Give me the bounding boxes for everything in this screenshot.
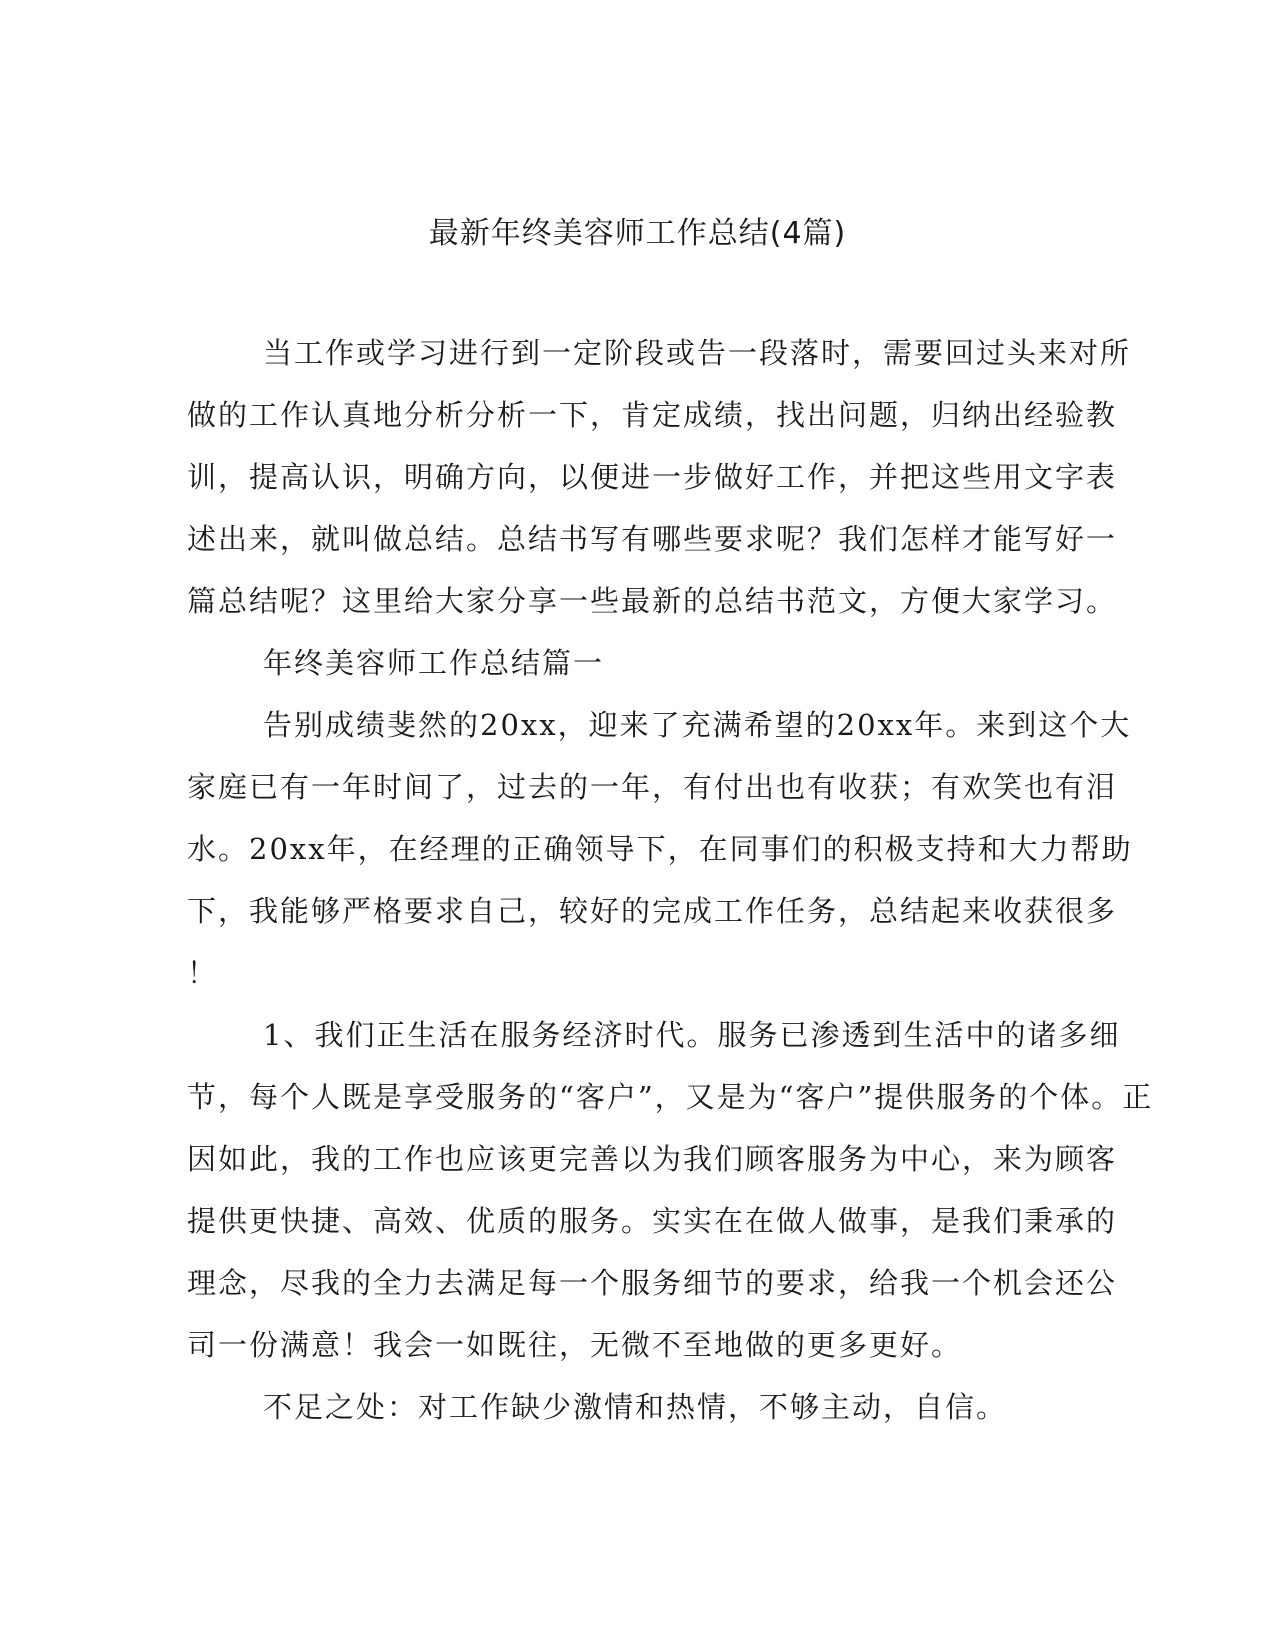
paragraph-line: 因如此，我的工作也应该更完善以为我们顾客服务为中心，来为顾客 xyxy=(187,1142,1118,1176)
paragraph-line: 1、我们正生活在服务经济时代。服务已渗透到生活中的诸多细 xyxy=(263,1018,1121,1052)
paragraph-line: 节，每个人既是享受服务的“客户”，又是为“客户”提供服务的个体。正 xyxy=(187,1080,1154,1114)
paragraph-line: 提供更快捷、高效、优质的服务。实实在在做人做事，是我们秉承的 xyxy=(187,1204,1118,1238)
document-title: 最新年终美容师工作总结(4篇) xyxy=(428,216,847,251)
paragraph-line: 下，我能够严格要求自己，较好的完成工作任务，总结起来收获很多 xyxy=(187,894,1118,928)
paragraph-line: 家庭已有一年时间了，过去的一年，有付出也有收获；有欢笑也有泪 xyxy=(187,770,1118,804)
paragraph-line: 述出来，就叫做总结。总结书写有哪些要求呢？我们怎样才能写好一 xyxy=(187,522,1118,556)
paragraph-line: 理念，尽我的全力去满足每一个服务细节的要求，给我一个机会还公 xyxy=(187,1266,1118,1300)
paragraph-line: ！ xyxy=(187,956,219,990)
paragraph-line: 当工作或学习进行到一定阶段或告一段落时，需要回过头来对所 xyxy=(263,336,1132,370)
paragraph-line: 司一份满意！我会一如既往，无微不至地做的更多更好。 xyxy=(187,1328,963,1362)
paragraph-line: 篇总结呢？这里给大家分享一些最新的总结书范文，方便大家学习。 xyxy=(187,584,1118,618)
paragraph-line: 告别成绩斐然的20xx，迎来了充满希望的20xx年。来到这个大 xyxy=(263,708,1132,742)
paragraph-line: 不足之处：对工作缺少激情和热情，不够主动，自信。 xyxy=(263,1390,1008,1424)
paragraph-line: 做的工作认真地分析分析一下，肯定成绩，找出问题，归纳出经验教 xyxy=(187,398,1118,432)
paragraph-line: 水。20xx年，在经理的正确领导下，在同事们的积极支持和大力帮助 xyxy=(187,832,1133,866)
paragraph-line: 训，提高认识，明确方向，以便进一步做好工作，并把这些用文字表 xyxy=(187,460,1118,494)
section-heading: 年终美容师工作总结篇一 xyxy=(263,646,605,680)
document-body xyxy=(187,322,1154,1438)
